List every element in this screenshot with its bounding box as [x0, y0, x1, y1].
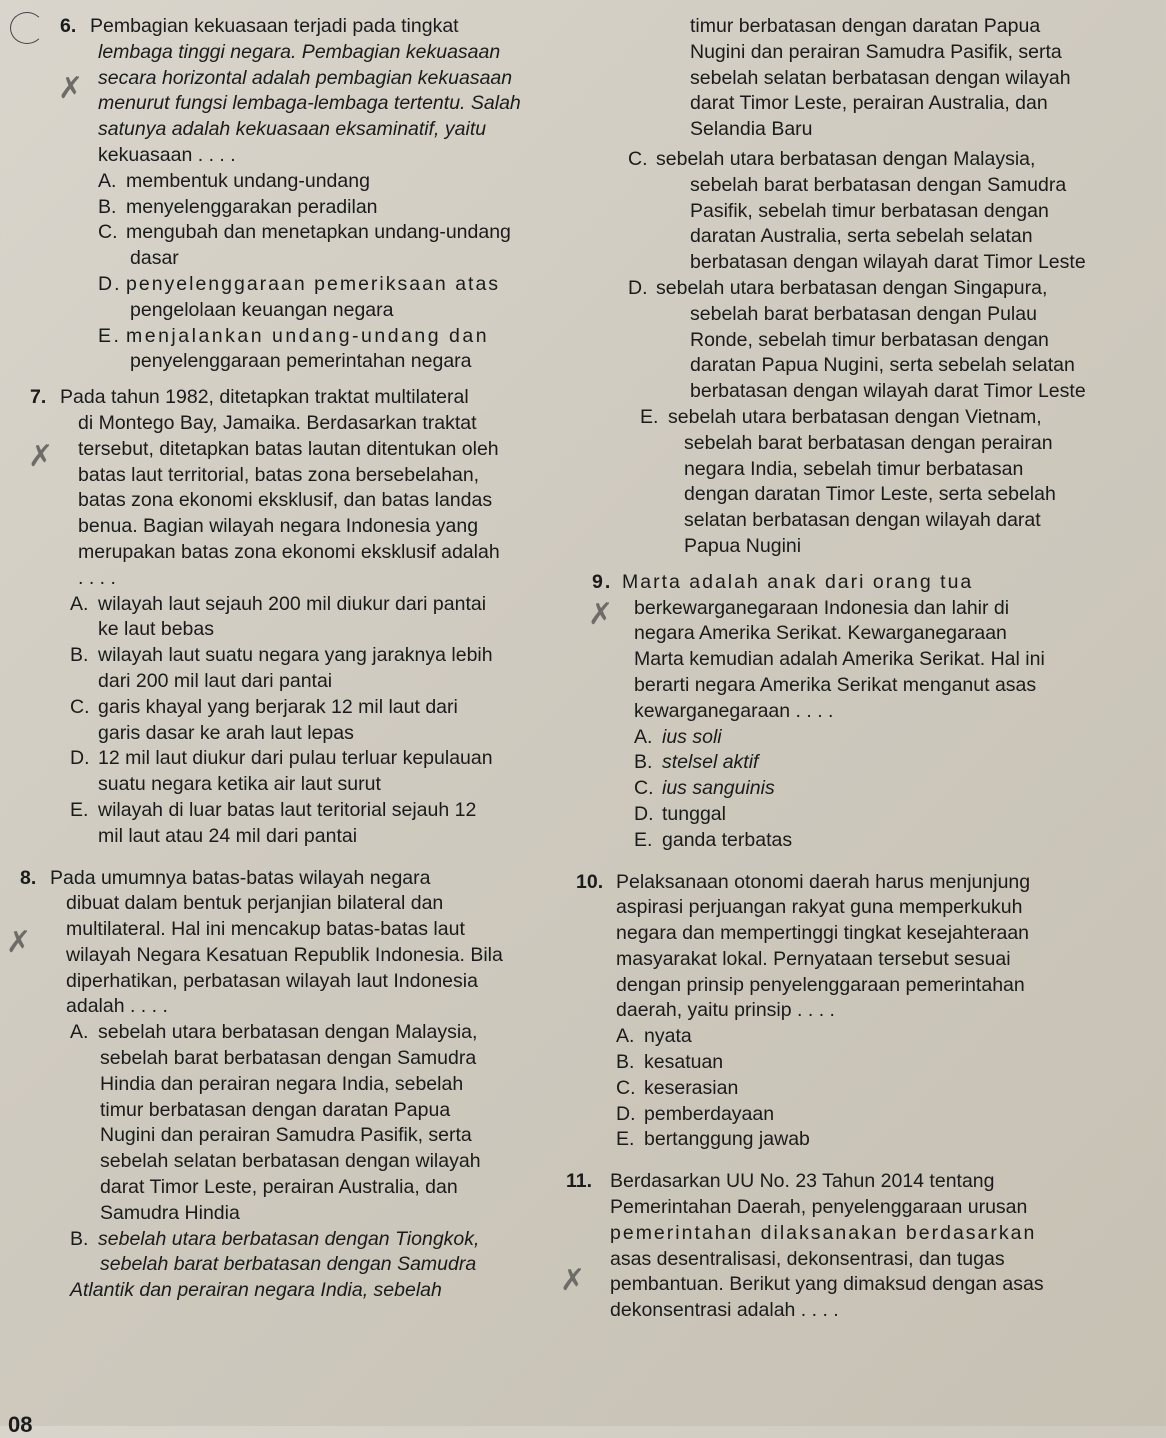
option-b-text: stelsel aktif: [662, 751, 759, 774]
option-b-text: kesatuan: [644, 1051, 724, 1074]
question-line: asas desentralisasi, dekonsentrasi, dan tugas: [610, 1247, 1005, 1270]
option-c-text: Pasifik, sebelah timur berbatasan dengan: [690, 199, 1049, 222]
option-c-text: garis khayal yang berjarak 12 mil laut dari: [98, 695, 458, 718]
option-letter: A.: [634, 725, 653, 748]
question-11: [566, 1169, 1132, 1324]
option-d-text: berbatasan dengan wilayah darat Timor Leste: [690, 380, 1086, 403]
question-7: [8, 385, 568, 849]
question-line: Pembagian kekuasaan terjadi pada tingkat: [90, 15, 459, 37]
question-line: Marta adalah anak dari orang tua: [622, 570, 974, 593]
question-line: Pelaksanaan otonomi daerah harus menjunjung: [616, 870, 1031, 893]
option-c-text: keserasian: [644, 1076, 739, 1099]
option-a-text: nyata: [644, 1025, 692, 1048]
question-line: negara Amerika Serikat. Kewarganegaraan: [634, 622, 1007, 645]
option-c-text: dasar: [130, 247, 179, 270]
option-e-text: selatan berbatasan dengan wilayah darat: [684, 509, 1041, 532]
option-c-text: garis dasar ke arah laut lepas: [98, 721, 354, 744]
option-e-text: mil laut atau 24 mil dari pantai: [98, 824, 358, 847]
option-e-text: sebelah utara berbatasan dengan Vietnam,: [668, 405, 1042, 428]
option-d-text: sebelah utara berbatasan dengan Singapura,: [656, 276, 1048, 299]
question-line: berkewarganegaraan Indonesia dan lahir di: [634, 596, 1010, 619]
question-line: . . . .: [78, 566, 116, 589]
option-letter: A.: [616, 1025, 635, 1048]
option-letter: E.: [640, 405, 659, 428]
cross-mark-q8: ✗: [6, 925, 32, 960]
option-e-text: wilayah di luar batas laut teritorial sejauh 12: [98, 798, 477, 821]
option-b-text: sebelah selatan berbatasan dengan wilayah: [690, 66, 1071, 89]
option-a-text: membentuk undang-undang: [126, 169, 370, 192]
question-10: [576, 870, 1132, 1154]
question-number: 9.: [592, 570, 613, 593]
question-line: dengan prinsip penyelenggaraan pemerintahan: [616, 973, 1025, 996]
option-d-text: penyelenggaraan pemeriksaan atas: [126, 272, 501, 295]
question-line: aspirasi perjuangan rakyat guna memperkukuh: [616, 896, 1023, 919]
option-letter: A.: [70, 1021, 89, 1044]
option-d-text: suatu negara ketika air laut surut: [98, 773, 381, 796]
option-letter: B.: [634, 751, 653, 774]
question-line: diperhatikan, perbatasan wilayah laut Indonesia: [66, 969, 478, 992]
question-line: Pemerintahan Daerah, penyelenggaraan urusan: [610, 1196, 1028, 1219]
option-e-text: negara India, sebelah timur berbatasan: [684, 457, 1024, 480]
option-d-text: sebelah barat berbatasan dengan Pulau: [690, 302, 1037, 325]
option-a-text: Samudra Hindia: [100, 1201, 240, 1224]
option-letter: B.: [70, 644, 89, 667]
option-a-text: sebelah utara berbatasan dengan Malaysia,: [98, 1021, 478, 1044]
option-d-text: 12 mil laut diukur dari pulau terluar kepulauan: [98, 747, 493, 770]
question-line: Marta kemudian adalah Amerika Serikat. Hal ini: [634, 648, 1045, 671]
option-b-text: timur berbatasan dengan daratan Papua: [690, 15, 1041, 37]
question-line: batas laut territorial, batas zona bersebelahan,: [78, 463, 480, 486]
cross-mark-q9: ✗: [588, 597, 614, 632]
option-letter: C.: [98, 221, 118, 244]
question-9: [592, 570, 1132, 854]
question-line: adalah . . . .: [66, 995, 168, 1018]
option-c-text: berbatasan dengan wilayah darat Timor Leste: [690, 251, 1086, 274]
question-number: 6.: [60, 15, 77, 37]
question-8: [8, 866, 568, 1305]
question-line: batas zona ekonomi eksklusif, dan batas landas: [78, 489, 493, 512]
option-letter: B.: [616, 1051, 635, 1074]
option-b-text: Atlantik dan perairan negara India, sebelah: [70, 1279, 442, 1302]
question-line: secara horizontal adalah pembagian kekuasaan: [98, 66, 513, 89]
option-c-text: daratan Australia, serta sebelah selatan: [690, 225, 1033, 248]
option-b-text: Selandia Baru: [690, 118, 813, 141]
question-line: daerah, yaitu prinsip . . . .: [616, 999, 835, 1022]
option-d-text: pemberdayaan: [644, 1102, 775, 1125]
option-e-text: ganda terbatas: [662, 828, 793, 851]
question-line: lembaga tinggi negara. Pembagian kekuasaan: [98, 40, 501, 63]
option-letter: D.: [70, 747, 90, 770]
option-letter: A.: [70, 592, 89, 615]
option-letter: E.: [70, 798, 89, 821]
option-letter: C.: [70, 695, 90, 718]
question-line: multilateral. Hal ini mencakup batas-batas laut: [66, 918, 465, 941]
cross-mark-q7: ✗: [28, 439, 54, 474]
question-line: benua. Bagian wilayah negara Indonesia yang: [78, 515, 479, 538]
option-letter: C.: [616, 1076, 636, 1099]
question-line: menurut fungsi lembaga-lembaga tertentu. Salah: [98, 92, 521, 115]
option-e-text: dengan daratan Timor Leste, serta sebelah: [684, 483, 1056, 506]
option-d-text: pengelolaan keuangan negara: [130, 298, 394, 321]
option-c-text: mengubah dan menetapkan undang-undang: [126, 221, 511, 244]
cross-mark-q11: ✗: [560, 1263, 586, 1298]
question-line: masyarakat lokal. Pernyataan tersebut sesuai: [616, 947, 1011, 970]
option-letter: E.: [616, 1128, 635, 1151]
option-b-text: dari 200 mil laut dari pantai: [98, 669, 333, 692]
option-d-text: daratan Papua Nugini, serta sebelah selatan: [690, 354, 1075, 377]
option-e-text: bertanggung jawab: [644, 1128, 810, 1151]
option-b-text: sebelah utara berbatasan dengan Tiongkok,: [98, 1227, 480, 1250]
option-a-text: wilayah laut sejauh 200 mil diukur dari pantai: [98, 592, 487, 615]
option-letter: D.: [98, 272, 122, 295]
question-line: Pada tahun 1982, ditetapkan traktat multilateral: [60, 386, 469, 409]
option-e-text: sebelah barat berbatasan dengan perairan: [684, 431, 1053, 454]
option-a-text: Hindia dan perairan negara India, sebelah: [100, 1072, 464, 1095]
question-line: dibuat dalam bentuk perjanjian bilateral dan: [66, 892, 444, 915]
question-line: Pada umumnya batas-batas wilayah negara: [50, 866, 431, 889]
question-line: berarti negara Amerika Serikat menganut asas: [634, 673, 1037, 696]
question-line: pembantuan. Berikut yang dimaksud dengan asas: [610, 1273, 1044, 1296]
option-letter: E.: [634, 828, 653, 851]
question-line: di Montego Bay, Jamaika. Berdasarkan traktat: [78, 411, 477, 434]
option-b-text: menyelenggarakan peradilan: [126, 195, 378, 218]
left-column: [8, 14, 568, 1437]
question-6: [8, 14, 568, 375]
question-line: satunya adalah kekuasaan eksaminatif, yaitu: [98, 118, 487, 141]
option-letter: B.: [70, 1227, 89, 1250]
option-a-text: sebelah barat berbatasan dengan Samudra: [100, 1047, 477, 1070]
option-d-text: tunggal: [662, 802, 726, 825]
option-b-text: sebelah barat berbatasan dengan Samudra: [100, 1253, 477, 1276]
option-c-text: ius sanguinis: [662, 777, 775, 800]
question-line: kewarganegaraan . . . .: [634, 699, 834, 722]
option-b-text: wilayah laut suatu negara yang jaraknya lebih: [98, 644, 493, 667]
question-number: 8.: [20, 866, 37, 889]
question-number: 7.: [30, 386, 47, 409]
option-letter: B.: [98, 195, 117, 218]
option-letter: D.: [634, 802, 654, 825]
option-e-text: penyelenggaraan pemerintahan negara: [130, 350, 472, 373]
option-a-text: sebelah selatan berbatasan dengan wilayah: [100, 1150, 481, 1173]
question-line: merupakan batas zona ekonomi eksklusif adalah: [78, 540, 500, 563]
option-a-text: Nugini dan perairan Samudra Pasifik, serta: [100, 1124, 472, 1147]
question-line: negara dan mempertinggi tingkat kesejahteraan: [616, 922, 1030, 945]
option-b-text: darat Timor Leste, perairan Australia, dan: [690, 92, 1048, 115]
option-c-text: sebelah barat berbatasan dengan Samudra: [690, 173, 1067, 196]
question-line: kekuasaan . . . .: [98, 143, 236, 166]
option-e-text: menjalankan undang-undang dan: [126, 324, 490, 347]
option-letter: C.: [628, 147, 648, 170]
option-a-text: darat Timor Leste, perairan Australia, dan: [100, 1176, 458, 1199]
question-line: Berdasarkan UU No. 23 Tahun 2014 tentang: [610, 1170, 995, 1193]
option-letter: D.: [616, 1102, 636, 1125]
option-a-text: timur berbatasan dengan daratan Papua: [100, 1098, 451, 1121]
option-c-text: sebelah utara berbatasan dengan Malaysia,: [656, 147, 1036, 170]
question-line: wilayah Negara Kesatuan Republik Indonesia. Bila: [66, 943, 503, 966]
option-letter: D.: [628, 276, 648, 299]
option-a-text: ke laut bebas: [98, 618, 215, 641]
option-d-text: Ronde, sebelah timur berbatasan dengan: [690, 328, 1049, 351]
question-number: 11.: [566, 1170, 593, 1193]
option-a-text: ius soli: [662, 725, 722, 748]
page-number: 08: [8, 1412, 33, 1437]
question-number: 10.: [576, 870, 604, 893]
question-line: tersebut, ditetapkan batas lautan ditentukan oleh: [78, 437, 499, 460]
option-b-text: Nugini dan perairan Samudra Pasifik, serta: [690, 40, 1062, 63]
option-letter: C.: [634, 777, 654, 800]
option-e-text: Papua Nugini: [684, 534, 802, 557]
right-column: [566, 14, 1132, 1324]
question-line: pemerintahan dilaksanakan berdasarkan: [610, 1221, 1037, 1244]
question-line: dekonsentrasi adalah . . . .: [610, 1299, 839, 1322]
question-8-continued: [592, 14, 1132, 560]
option-letter: E.: [98, 324, 122, 347]
cross-mark-q6: ✗: [58, 71, 84, 106]
option-letter: A.: [98, 169, 117, 192]
